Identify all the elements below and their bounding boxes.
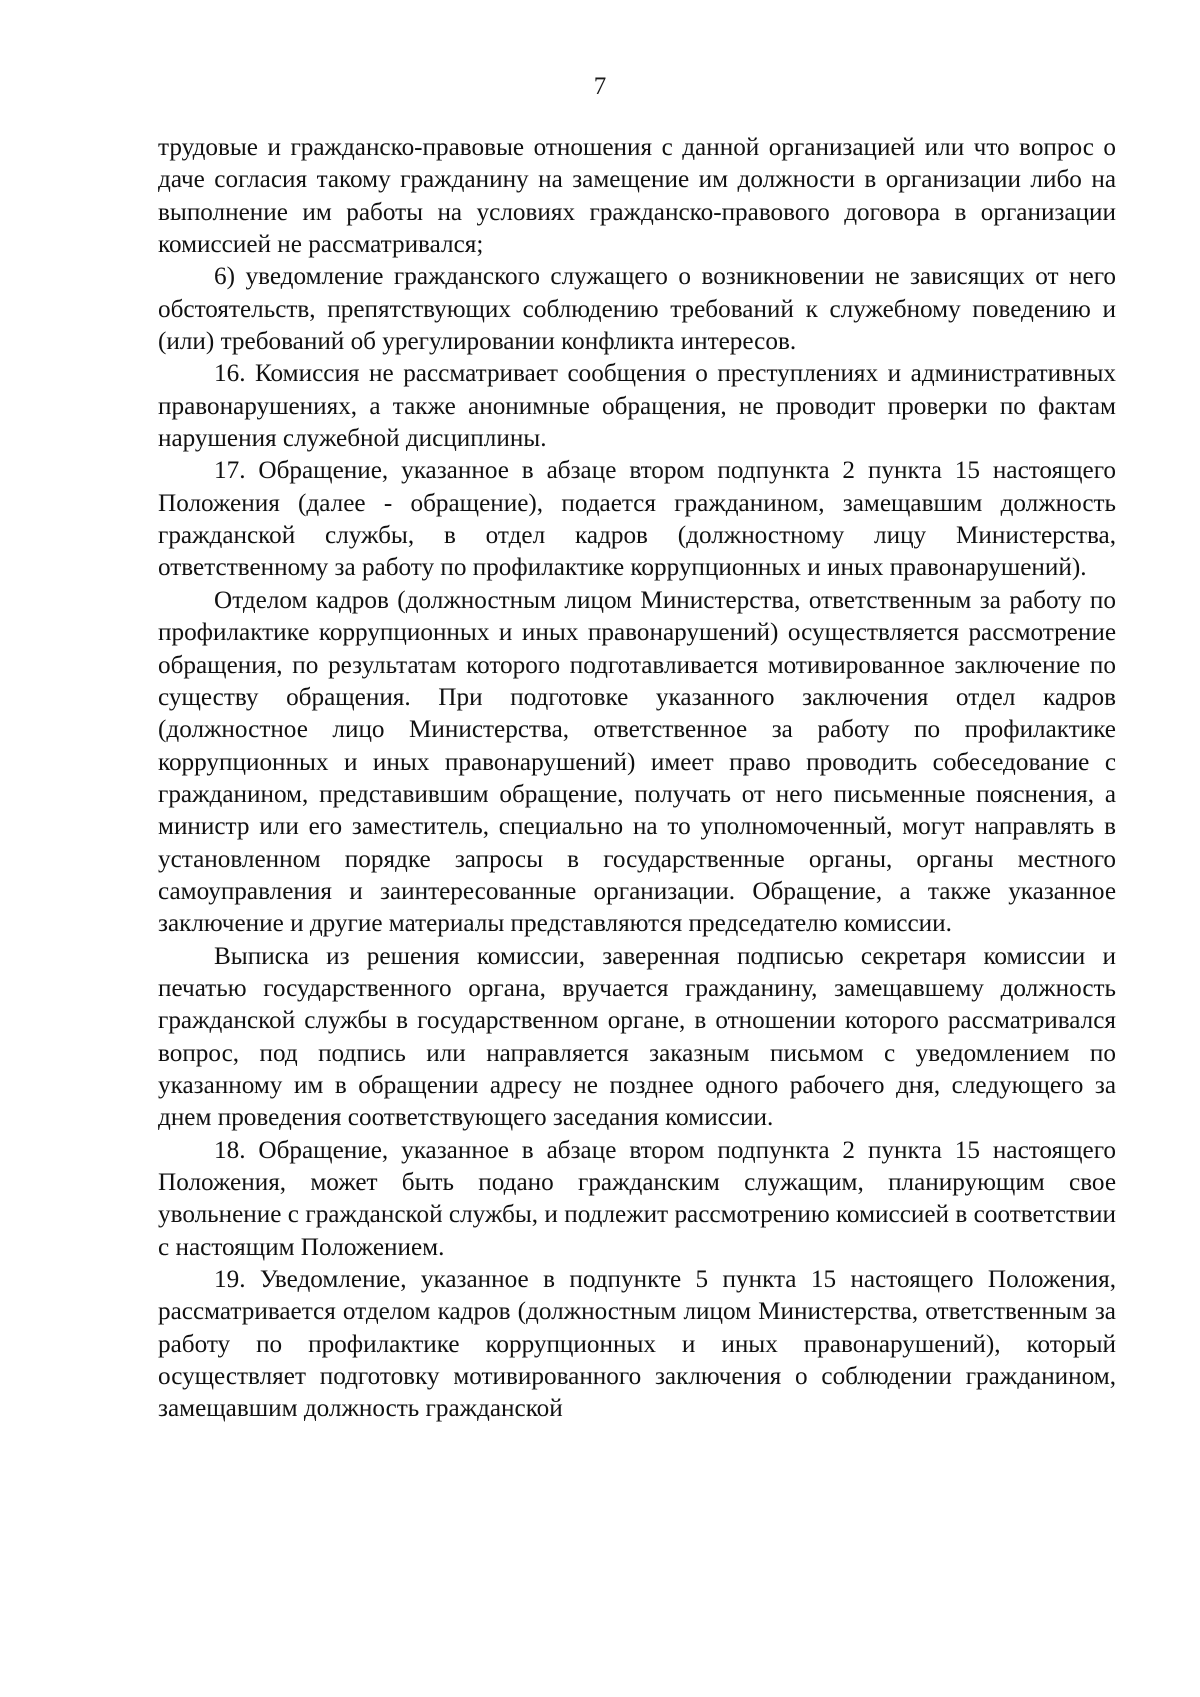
paragraph-continuation: трудовые и гражданско-правовые отношения с данной организацией или что вопрос о даче согласия такому гражданину на замещение им должности в организации либо на выполнение им работы на условиях гражданско-правового договора в организации комиссией не рассматривался; — [158, 134, 1116, 259]
paragraph-clause-16: 16. Комиссия не рассматривает сообщения о преступлениях и административных правонарушениях, а также анонимные обращения, не проводит проверки по фактам нарушения служебной дисциплины. — [158, 360, 1116, 453]
paragraph-clause-17: 17. Обращение, указанное в абзаце втором подпункта 2 пункта 15 настоящего Положения (далее - обращение), подается гражданином, замещавшим должность гражданской службы, в отдел кадров (должностному лицу Министерства, ответственному за работу по профилактике коррупционных и иных правонарушений). — [158, 457, 1116, 582]
paragraph-clause-17-extract: Выписка из решения комиссии, заверенная подписью секретаря комиссии и печатью государственного органа, вручается гражданину, замещавшему должность гражданской службы в государственном органе, в отношении которого рассматривался вопрос, под подпись или направляется заказным письмом с уведомлением по указанному им в обращении адресу не позднее одного рабочего дня, следующего за днем проведения соответствующего заседания комиссии. — [158, 942, 1116, 1132]
paragraph-clause-18: 18. Обращение, указанное в абзаце втором подпункта 2 пункта 15 настоящего Положения, может быть подано гражданским служащим, планирующим свое увольнение с гражданской службы, и подлежит рассмотрению комиссией в соответствии с настоящим Положением. — [158, 1136, 1116, 1261]
page-number: 7 — [593, 73, 607, 100]
document-body — [158, 132, 1116, 1426]
paragraph-item-6: 6) уведомление гражданского служащего о возникновении не зависящих от него обстоятельств, препятствующих соблюдению требований к служебному поведению и (или) требований об урегулировании конфликта интересов. — [158, 263, 1116, 356]
paragraph-clause-19: 19. Уведомление, указанное в подпункте 5 пункта 15 настоящего Положения, рассматривается отделом кадров (должностным лицом Министерства, ответственным за работу по профилактике коррупционных и иных правонарушений), который осуществляет подготовку мотивированного заключения о соблюдении гражданином, замещавшим должность гражданской — [158, 1266, 1116, 1423]
paragraph-clause-17-review: Отделом кадров (должностным лицом Министерства, ответственным за работу по профилактике коррупционных и иных правонарушений) осуществляется рассмотрение обращения, по результатам которого подготавливается мотивированное заключение по существу обращения. При подготовке указанного заключения отдел кадров (должностное лицо Министерства, ответственное за работу по профилактике коррупционных и иных правонарушений) имеет право проводить собеседование с гражданином, представившим обращение, получать от него письменные пояснения, а министр или его заместитель, специально на то уполномоченный, могут направлять в установленном порядке запросы в государственные органы, органы местного самоуправления и заинтересованные организации. Обращение, а также указанное заключение и другие материалы представляются председателю комиссии. — [158, 586, 1116, 938]
